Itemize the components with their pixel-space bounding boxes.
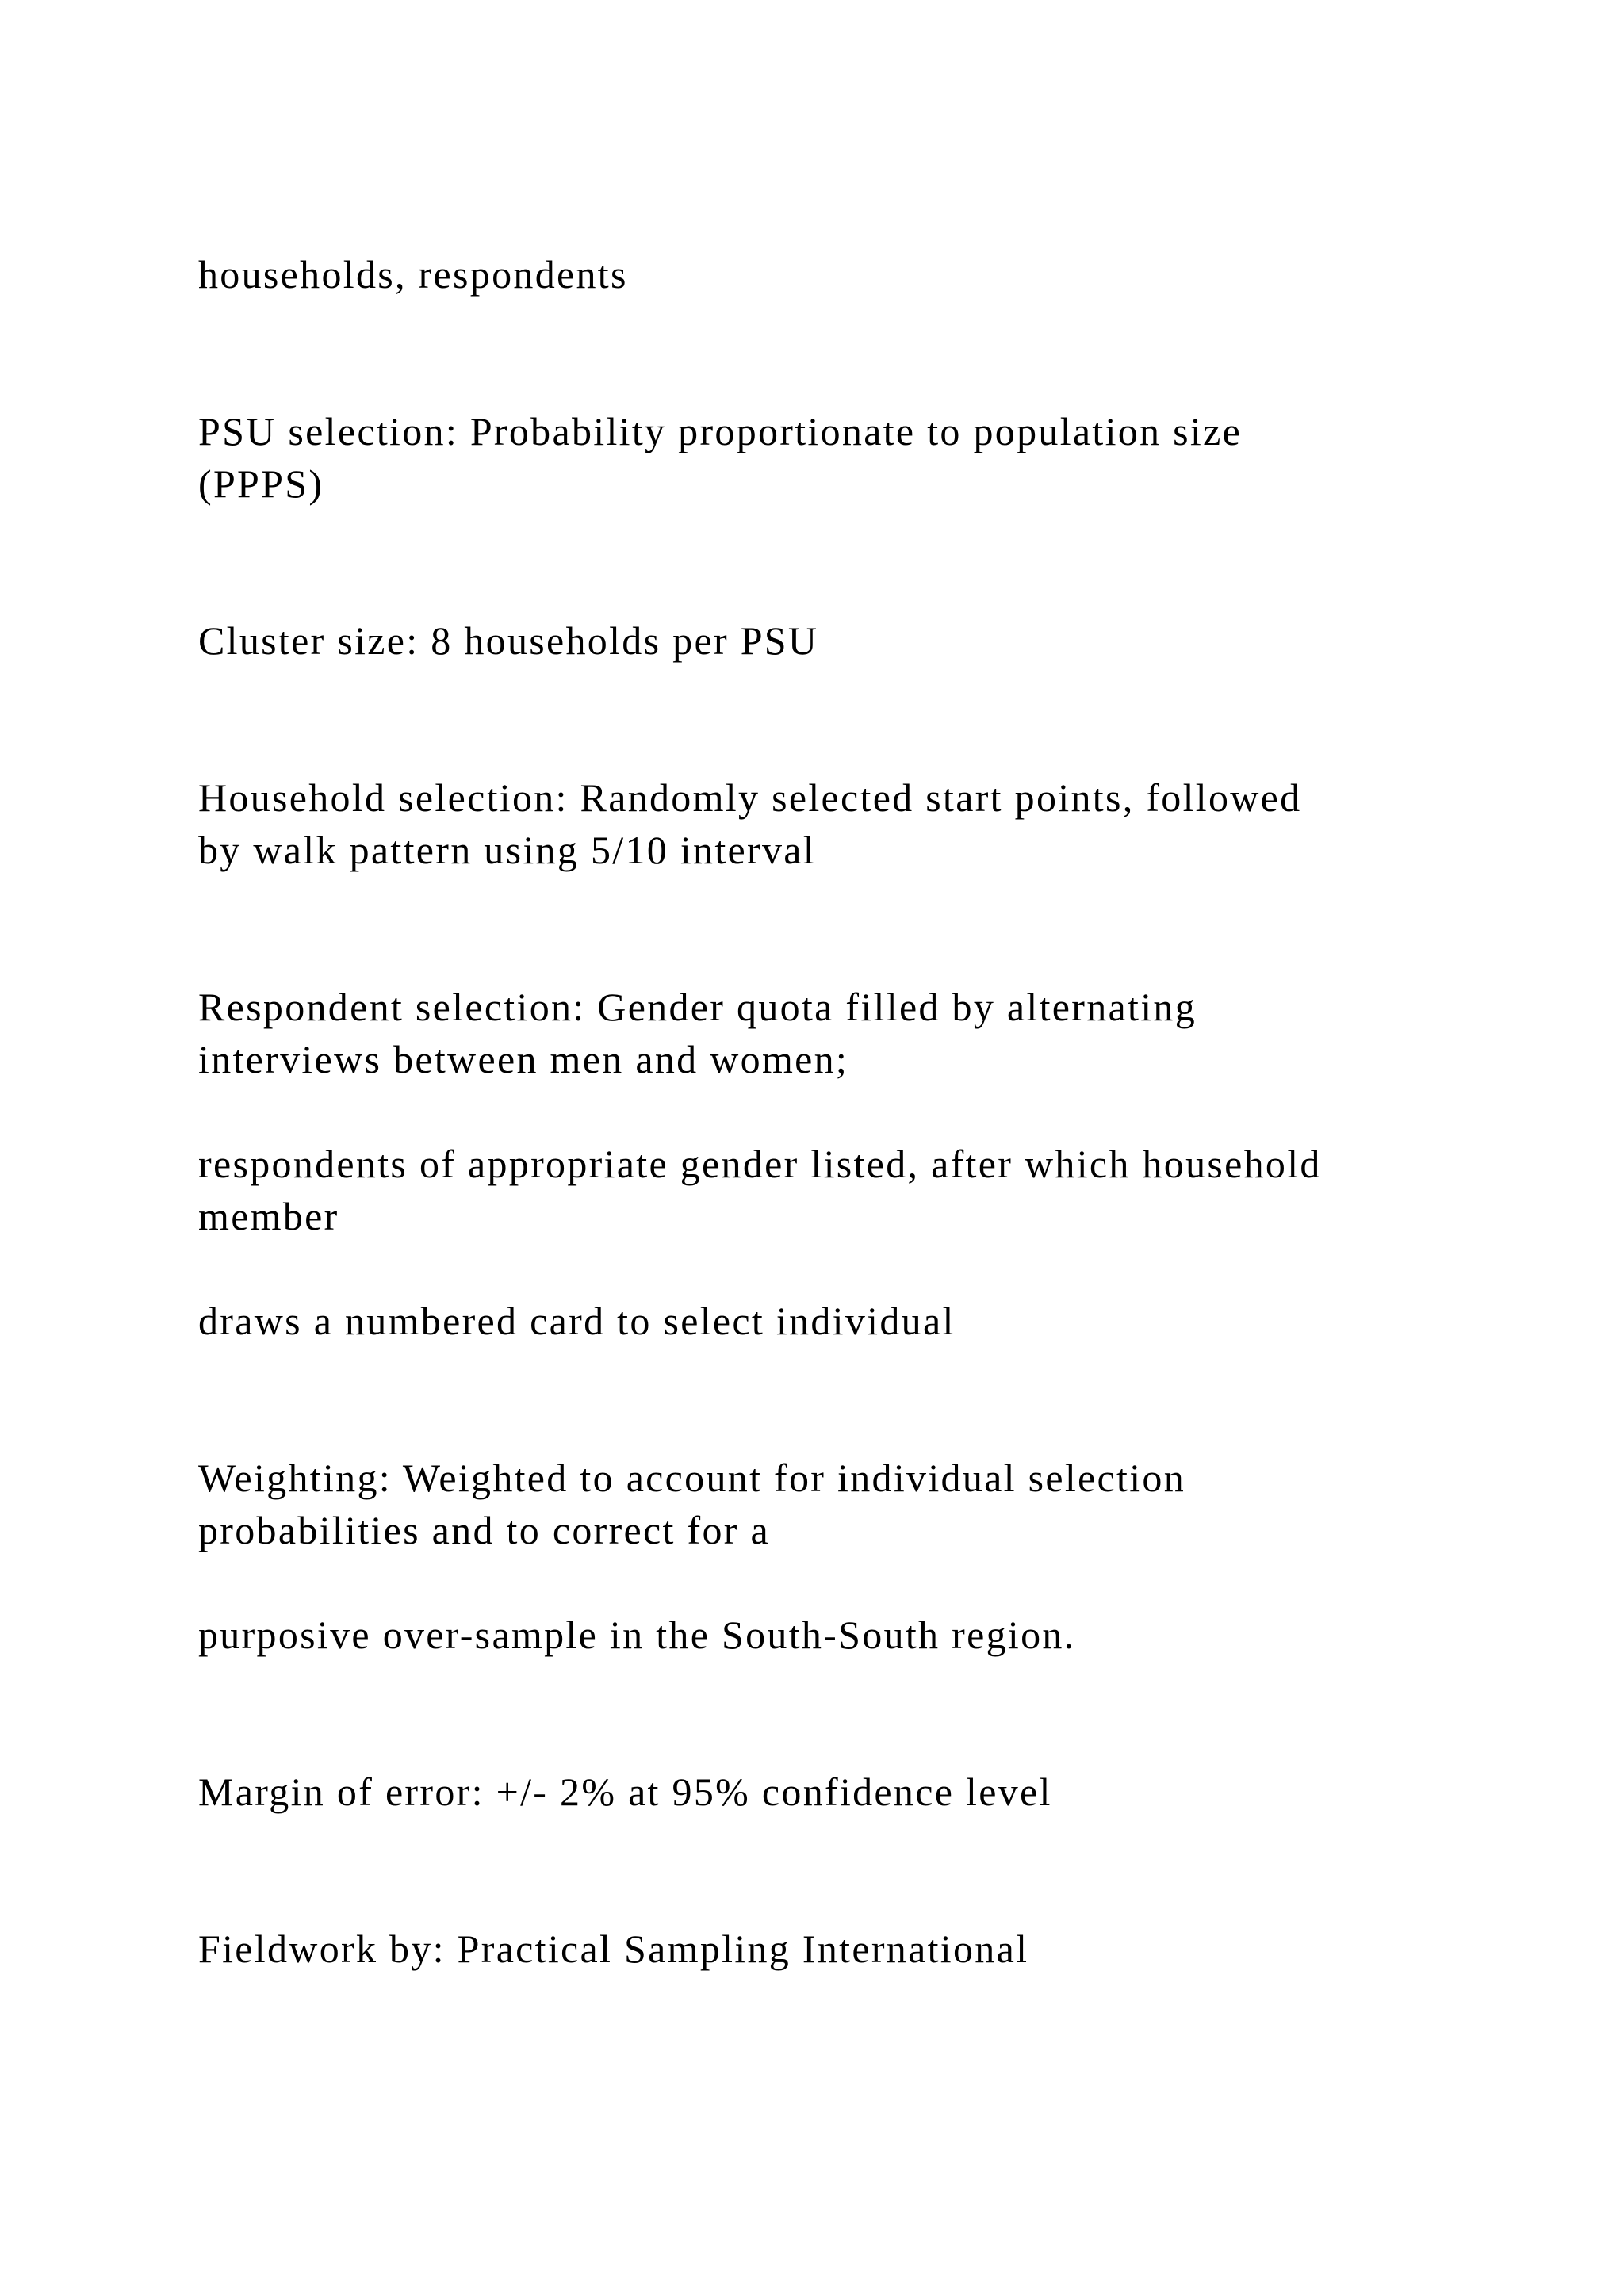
text-line-numbered-card: draws a numbered card to select individual xyxy=(198,1299,956,1343)
text-line-household-selection: Household selection: Randomly selected start points, followed xyxy=(198,775,1302,820)
text-line-respondents-listed: respondents of appropriate gender listed, after which household xyxy=(198,1142,1322,1186)
text-line-households-respondents: households, respondents xyxy=(198,252,628,297)
text-line-respondent-selection: Respondent selection: Gender quota filled by alternating xyxy=(198,985,1197,1029)
text-line-weighting-cont: probabilities and to correct for a xyxy=(198,1508,770,1552)
text-line-psu-selection: PSU selection: Probability proportionate to population size xyxy=(198,409,1243,453)
text-line-respondents-listed-cont: member xyxy=(198,1194,339,1238)
text-line-psu-selection-cont: (PPPS) xyxy=(198,461,324,506)
text-line-weighting: Weighting: Weighted to account for individual selection xyxy=(198,1456,1186,1500)
text-line-cluster-size: Cluster size: 8 households per PSU xyxy=(198,618,819,663)
text-line-over-sample: purposive over-sample in the South-South region. xyxy=(198,1613,1076,1657)
text-line-margin-of-error: Margin of error: +/- 2% at 95% confidence level xyxy=(198,1770,1052,1814)
text-line-fieldwork: Fieldwork by: Practical Sampling International xyxy=(198,1927,1029,1971)
text-line-respondent-selection-cont: interviews between men and women; xyxy=(198,1037,849,1081)
text-line-household-selection-cont: by walk pattern using 5/10 interval xyxy=(198,828,816,872)
